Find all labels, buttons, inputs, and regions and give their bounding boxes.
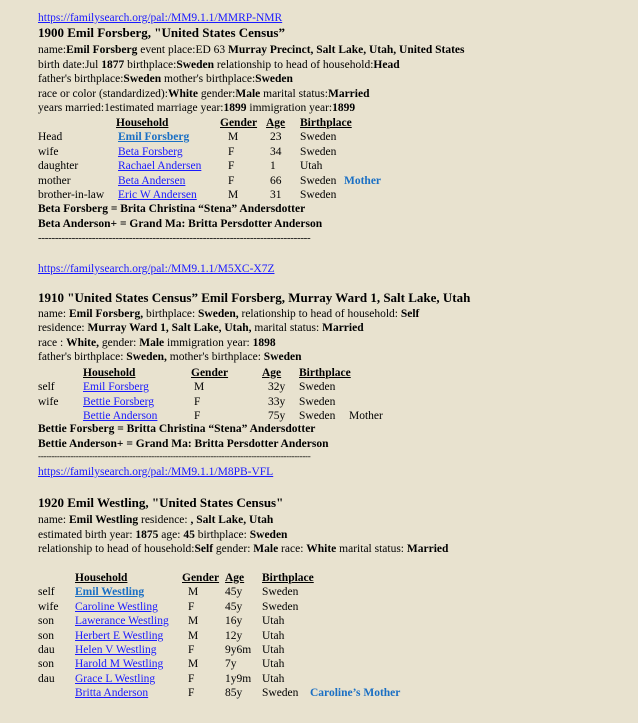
info-text: birth date:Jul — [38, 59, 102, 71]
info-text: immigration year: — [164, 337, 253, 349]
person-link[interactable]: Beta Andersen — [118, 174, 186, 187]
column-header: Birthplace — [262, 572, 314, 584]
info-text: White — [306, 543, 337, 555]
column-header: Birthplace — [300, 117, 352, 129]
info-text: Male — [253, 543, 279, 555]
birthplace-cell: Sweden — [300, 174, 337, 187]
gender-cell: F — [188, 687, 195, 700]
info-line — [38, 321, 364, 335]
birthplace-cell: Sweden — [299, 395, 336, 408]
info-text: marital status: — [251, 322, 323, 334]
relationship-cell: brother-in-law — [38, 189, 105, 201]
info-text: mother's birthplace: — [166, 351, 264, 363]
info-text: Married — [327, 88, 370, 100]
age-cell: 1 — [270, 160, 276, 173]
gender-cell: F — [228, 145, 235, 158]
gender-cell: M — [188, 586, 199, 599]
info-line — [38, 87, 369, 101]
gender-cell: M — [228, 131, 239, 144]
column-header: Gender — [220, 117, 258, 129]
info-text: Sweden, — [198, 308, 239, 320]
table-row — [0, 174, 638, 188]
census-link-1920[interactable]: https://familysearch.org/pal:/MM9.1.1/M8PB-VFL — [38, 466, 274, 478]
person-link[interactable]: Herbert E Westling — [75, 629, 164, 642]
info-text: name: — [38, 514, 69, 526]
column-header: Gender — [191, 367, 229, 379]
age-cell: 45y — [225, 586, 243, 599]
info-text: race: — [278, 543, 307, 555]
birthplace-cell: Sweden — [299, 410, 336, 423]
relationship-cell: son — [38, 615, 54, 628]
birthplace-cell: Sweden — [300, 145, 337, 158]
note-line: Beta Anderson+ = Grand Ma: Britta Persdotter Anderson — [38, 218, 323, 230]
info-line — [38, 72, 293, 86]
relationship-cell: self — [38, 381, 55, 394]
divider: --------------------------------------------------------------------------------- — [38, 232, 311, 244]
relationship-cell: wife — [38, 600, 59, 613]
relationship-cell: wife — [38, 145, 59, 158]
relationship-cell: dau — [38, 672, 55, 685]
info-text: Self — [194, 543, 214, 555]
info-text: estimated birth year: — [38, 529, 136, 541]
column-header: Household — [116, 117, 169, 129]
age-cell: 7y — [225, 658, 237, 671]
divider: ----------------------------------------------------------------------------------------------------- — [38, 451, 311, 461]
birthplace-cell: Utah — [262, 672, 285, 685]
relationship-cell: dau — [38, 644, 55, 656]
person-link[interactable]: Emil Forsberg — [118, 131, 190, 144]
info-text: marital status: — [336, 543, 407, 555]
person-link[interactable]: Bettie Forsberg — [83, 395, 155, 408]
column-header: Household — [75, 572, 128, 584]
table-header — [0, 571, 638, 585]
info-line — [38, 336, 276, 350]
info-line — [38, 542, 448, 556]
gender-cell: F — [194, 395, 201, 408]
info-text: Male — [139, 337, 165, 349]
info-text: , Salt Lake, Utah — [190, 514, 274, 526]
info-text: father's birthplace: — [38, 73, 124, 85]
age-cell: 34 — [270, 145, 282, 158]
info-text: event place:ED 63 — [137, 44, 229, 56]
info-text: White — [167, 88, 198, 100]
info-text: residence: — [138, 514, 191, 526]
column-header: Age — [266, 117, 286, 129]
person-link[interactable]: Helen V Westling — [75, 644, 157, 656]
info-text: gender: — [99, 337, 140, 349]
info-text: 1898 — [252, 337, 276, 349]
info-text: Male — [235, 88, 261, 100]
section-title-1910: 1910 "United States Census” Emil Forsberg, Murray Ward 1, Salt Lake, Utah — [38, 290, 471, 305]
info-text: Murray Precinct, Salt Lake, Utah, United States — [228, 44, 465, 56]
section-title-1920: 1920 Emil Westling, "United States Census" — [38, 495, 284, 510]
info-text: birthplace: — [143, 308, 199, 320]
note-line: Bettie Forsberg = Britta Christina “Stena” Andersdotter — [38, 423, 316, 435]
info-text: marital status: — [260, 88, 328, 100]
birthplace-cell: Utah — [300, 160, 323, 173]
table-header — [0, 366, 638, 380]
info-text: Emil Forsberg — [66, 44, 138, 56]
info-text: 45 — [183, 529, 195, 541]
column-header: Age — [225, 572, 245, 584]
gender-cell: F — [228, 160, 235, 173]
info-text: Emil Westling — [68, 514, 139, 526]
info-text: race or color (standardized): — [38, 88, 168, 100]
age-cell: 33y — [268, 395, 286, 408]
table-row — [0, 643, 638, 657]
age-cell: 12y — [225, 629, 243, 642]
gender-cell: F — [188, 644, 195, 656]
person-link[interactable]: Grace L Westling — [75, 672, 156, 685]
gender-cell: F — [194, 410, 201, 423]
birthplace-cell: Sweden — [299, 381, 336, 394]
info-text: mother's birthplace: — [161, 73, 256, 85]
table-row — [0, 188, 638, 202]
info-text: Emil Forsberg, — [68, 308, 144, 320]
table-row — [0, 672, 638, 686]
table-row — [0, 130, 638, 144]
info-text: Married — [322, 322, 364, 334]
info-text: 1899 — [223, 102, 247, 114]
info-text: name: — [38, 44, 67, 56]
column-header: Gender — [182, 572, 220, 584]
info-text: gender: — [213, 543, 254, 555]
info-text: age: — [158, 529, 184, 541]
info-text: Sweden — [123, 73, 162, 85]
info-line — [38, 101, 355, 115]
table-row — [0, 145, 638, 159]
info-text: Married — [406, 543, 449, 555]
relationship-cell: Head — [38, 131, 63, 144]
person-link[interactable]: Emil Forsberg — [83, 381, 149, 394]
gender-cell: M — [188, 629, 199, 642]
table-header — [0, 116, 638, 130]
gender-cell: M — [188, 658, 199, 671]
person-link[interactable]: Caroline Westling — [75, 600, 158, 613]
age-cell: 31 — [270, 189, 282, 201]
info-text: Murray Ward 1, Salt Lake, Utah, — [87, 322, 252, 334]
table-row — [0, 657, 638, 671]
birthplace-cell: Sweden — [262, 687, 299, 700]
person-link[interactable]: Harold M Westling — [75, 658, 164, 671]
info-text: Sweden — [255, 73, 293, 85]
age-cell: 85y — [225, 687, 243, 700]
info-text: Self — [400, 308, 420, 320]
info-line — [38, 43, 465, 57]
info-text: Sweden, — [126, 351, 167, 363]
age-cell: 45y — [225, 600, 243, 613]
age-cell: 23 — [270, 131, 282, 144]
info-text: Head — [373, 59, 400, 71]
table-row — [0, 686, 638, 700]
gender-cell: M — [188, 615, 199, 628]
info-text: Sweden — [249, 529, 288, 541]
info-text: 1899 — [332, 102, 356, 114]
table-row — [0, 380, 638, 394]
info-line — [38, 307, 419, 321]
gender-cell: M — [228, 189, 239, 201]
info-line — [38, 513, 273, 527]
person-link[interactable]: Eric W Andersen — [118, 189, 197, 201]
census-link-1910[interactable]: https://familysearch.org/pal:/MM9.1.1/M5XC-X7Z — [38, 263, 275, 275]
table-row — [0, 614, 638, 628]
age-cell: 1y9m — [225, 672, 252, 685]
person-link[interactable]: Beta Forsberg — [118, 145, 183, 158]
birthplace-cell: Utah — [262, 615, 285, 628]
person-link[interactable]: Lawerance Westling — [75, 615, 169, 628]
gender-cell: F — [188, 600, 195, 613]
info-text: White, — [66, 337, 99, 349]
column-header: Age — [262, 367, 282, 379]
person-link[interactable]: Britta Anderson — [75, 687, 149, 700]
birthplace-cell: Utah — [262, 644, 285, 656]
info-text: birthplace: — [194, 529, 250, 541]
birthplace-cell: Utah — [262, 658, 285, 671]
relationship-cell: wife — [38, 395, 59, 408]
birthplace-cell: Sweden — [262, 586, 299, 599]
info-text: 1875 — [135, 529, 159, 541]
info-text: gender: — [197, 88, 236, 100]
age-cell: 16y — [225, 615, 243, 628]
gender-cell: M — [194, 381, 205, 394]
birthplace-cell: Sweden — [300, 189, 337, 201]
relationship-cell: daughter — [38, 160, 79, 173]
table-row — [0, 600, 638, 614]
info-text: years married:1estimated marriage year: — [38, 102, 224, 114]
age-cell: 66 — [270, 174, 282, 187]
note-cell: Caroline’s Mother — [310, 687, 401, 700]
person-link[interactable]: Emil Westling — [75, 586, 145, 599]
info-text: birthplace: — [124, 59, 177, 71]
birthplace-cell: Sweden — [300, 131, 337, 144]
birthplace-cell: Sweden — [262, 600, 299, 613]
note-line: Beta Forsberg = Brita Christina “Stena” Andersdotter — [38, 203, 306, 215]
note-line: Bettie Anderson+ = Grand Ma: Britta Persdotter Anderson — [38, 438, 329, 450]
info-text: residence: — [38, 322, 88, 334]
info-text: relationship to head of household: — [214, 59, 374, 71]
relationship-cell: mother — [38, 174, 71, 187]
info-text: relationship to head of household: — [38, 543, 195, 555]
relationship-cell: self — [38, 586, 55, 599]
gender-cell: F — [188, 672, 195, 685]
person-link[interactable]: Rachael Andersen — [118, 160, 202, 173]
info-line — [38, 528, 287, 542]
relationship-cell: son — [38, 629, 54, 642]
info-text: Sweden — [176, 59, 215, 71]
table-row — [0, 395, 638, 409]
age-cell: 75y — [268, 410, 286, 423]
person-link[interactable]: Bettie Anderson — [83, 410, 158, 423]
info-text: relationship to head of household: — [238, 308, 401, 320]
info-line — [38, 350, 302, 364]
info-text: Sweden — [263, 351, 302, 363]
relationship-cell: son — [38, 658, 54, 671]
note-cell: Mother — [349, 410, 383, 423]
info-text: immigration year: — [246, 102, 333, 114]
info-text: father's birthplace: — [38, 351, 127, 363]
column-header: Household — [83, 367, 136, 379]
note-cell: Mother — [344, 174, 382, 187]
section-title-1900: 1900 Emil Forsberg, "United States Census” — [38, 25, 285, 40]
info-text: 1877 — [101, 59, 125, 71]
gender-cell: F — [228, 174, 235, 187]
column-header: Birthplace — [299, 367, 351, 379]
info-line — [38, 58, 400, 72]
census-link-1900[interactable]: https://familysearch.org/pal:/MM9.1.1/MMRP-NMR — [38, 12, 283, 24]
table-row — [0, 585, 638, 599]
birthplace-cell: Utah — [262, 629, 285, 642]
info-text: race : — [38, 337, 67, 349]
table-row — [0, 629, 638, 643]
age-cell: 9y6m — [225, 644, 252, 656]
info-text: name: — [38, 308, 69, 320]
table-row — [0, 159, 638, 173]
age-cell: 32y — [268, 381, 286, 394]
